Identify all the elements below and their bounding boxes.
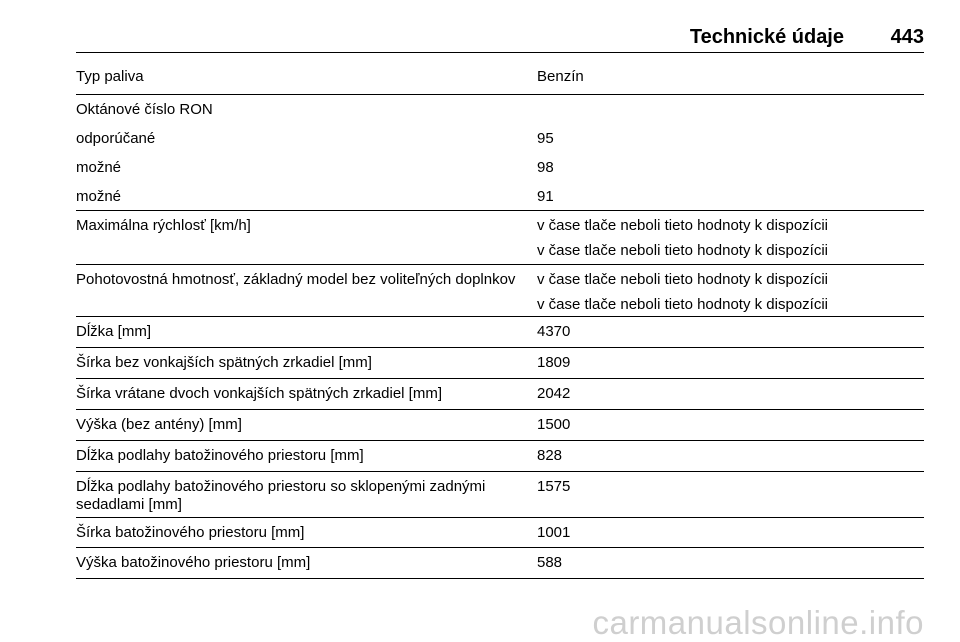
table-row-octane-recommended xyxy=(76,124,924,153)
row-value: 588 xyxy=(537,554,563,571)
row-label: Šírka bez vonkajších spätných zrkadiel [mm] xyxy=(76,354,372,371)
table-row-cargo-floor-length xyxy=(76,441,924,472)
row-value: 1001 xyxy=(537,524,571,541)
row-value: 95 xyxy=(537,130,554,147)
table-row-cargo-width xyxy=(76,518,924,548)
row-label: Pohotovostná hmotnosť, základný model bez voliteľných doplnkov xyxy=(76,271,516,288)
page-title: Technické údaje xyxy=(689,26,844,48)
row-value-secondary: v čase tlače neboli tieto hodnoty k dispozícii xyxy=(537,296,828,313)
row-label: Výška (bez antény) [mm] xyxy=(76,416,242,433)
table-row-cargo-floor-length-seats-folded xyxy=(76,472,924,518)
row-value: 98 xyxy=(537,159,554,176)
row-value: 1500 xyxy=(537,416,571,433)
table-row-max-speed xyxy=(76,211,924,265)
table-row-cargo-height xyxy=(76,548,924,579)
row-label: Maximálna rýchlosť [km/h] xyxy=(76,217,251,234)
row-value: 1809 xyxy=(537,354,571,371)
table-row-octane-possible-2 xyxy=(76,182,924,211)
table-row-curb-weight xyxy=(76,265,924,317)
row-label: Dĺžka [mm] xyxy=(76,323,151,340)
row-label: odporúčané xyxy=(76,130,156,147)
spec-table xyxy=(76,62,924,579)
row-label: Šírka vrátane dvoch vonkajších spätných zrkadiel [mm] xyxy=(76,385,442,402)
table-row-width-with-mirrors xyxy=(76,379,924,410)
row-value: v čase tlače neboli tieto hodnoty k dispozícii xyxy=(537,217,828,234)
table-row-octane-heading xyxy=(76,95,924,124)
row-label: Výška batožinového priestoru [mm] xyxy=(76,554,311,571)
row-label: Dĺžka podlahy batožinového priestoru so sklopenými zadnými sedadlami [mm] xyxy=(76,478,486,513)
row-label: možné xyxy=(76,188,122,205)
row-label: Oktánové číslo RON xyxy=(76,101,213,118)
page-number: 443 xyxy=(890,26,924,48)
row-label: Typ paliva xyxy=(76,68,144,85)
page-header xyxy=(76,26,924,53)
row-value: v čase tlače neboli tieto hodnoty k dispozícii xyxy=(537,271,828,288)
row-value: 1575 xyxy=(537,478,571,495)
table-row-fuel-type xyxy=(76,62,924,95)
table-row-width-no-mirrors xyxy=(76,348,924,379)
row-value-secondary: v čase tlače neboli tieto hodnoty k dispozícii xyxy=(537,242,828,259)
row-label: možné xyxy=(76,159,122,176)
row-value-group xyxy=(537,271,924,313)
row-value: Benzín xyxy=(537,68,584,85)
row-label: Šírka batožinového priestoru [mm] xyxy=(76,524,305,541)
table-row-height xyxy=(76,410,924,441)
row-value: 91 xyxy=(537,188,554,205)
watermark: carmanualsonline.info xyxy=(592,604,924,641)
row-value: 4370 xyxy=(537,323,571,340)
row-value: 828 xyxy=(537,447,563,464)
row-value-group xyxy=(537,217,924,259)
table-row-octane-possible-1 xyxy=(76,153,924,182)
table-row-length xyxy=(76,317,924,348)
row-value: 2042 xyxy=(537,385,571,402)
row-label: Dĺžka podlahy batožinového priestoru [mm] xyxy=(76,447,364,464)
